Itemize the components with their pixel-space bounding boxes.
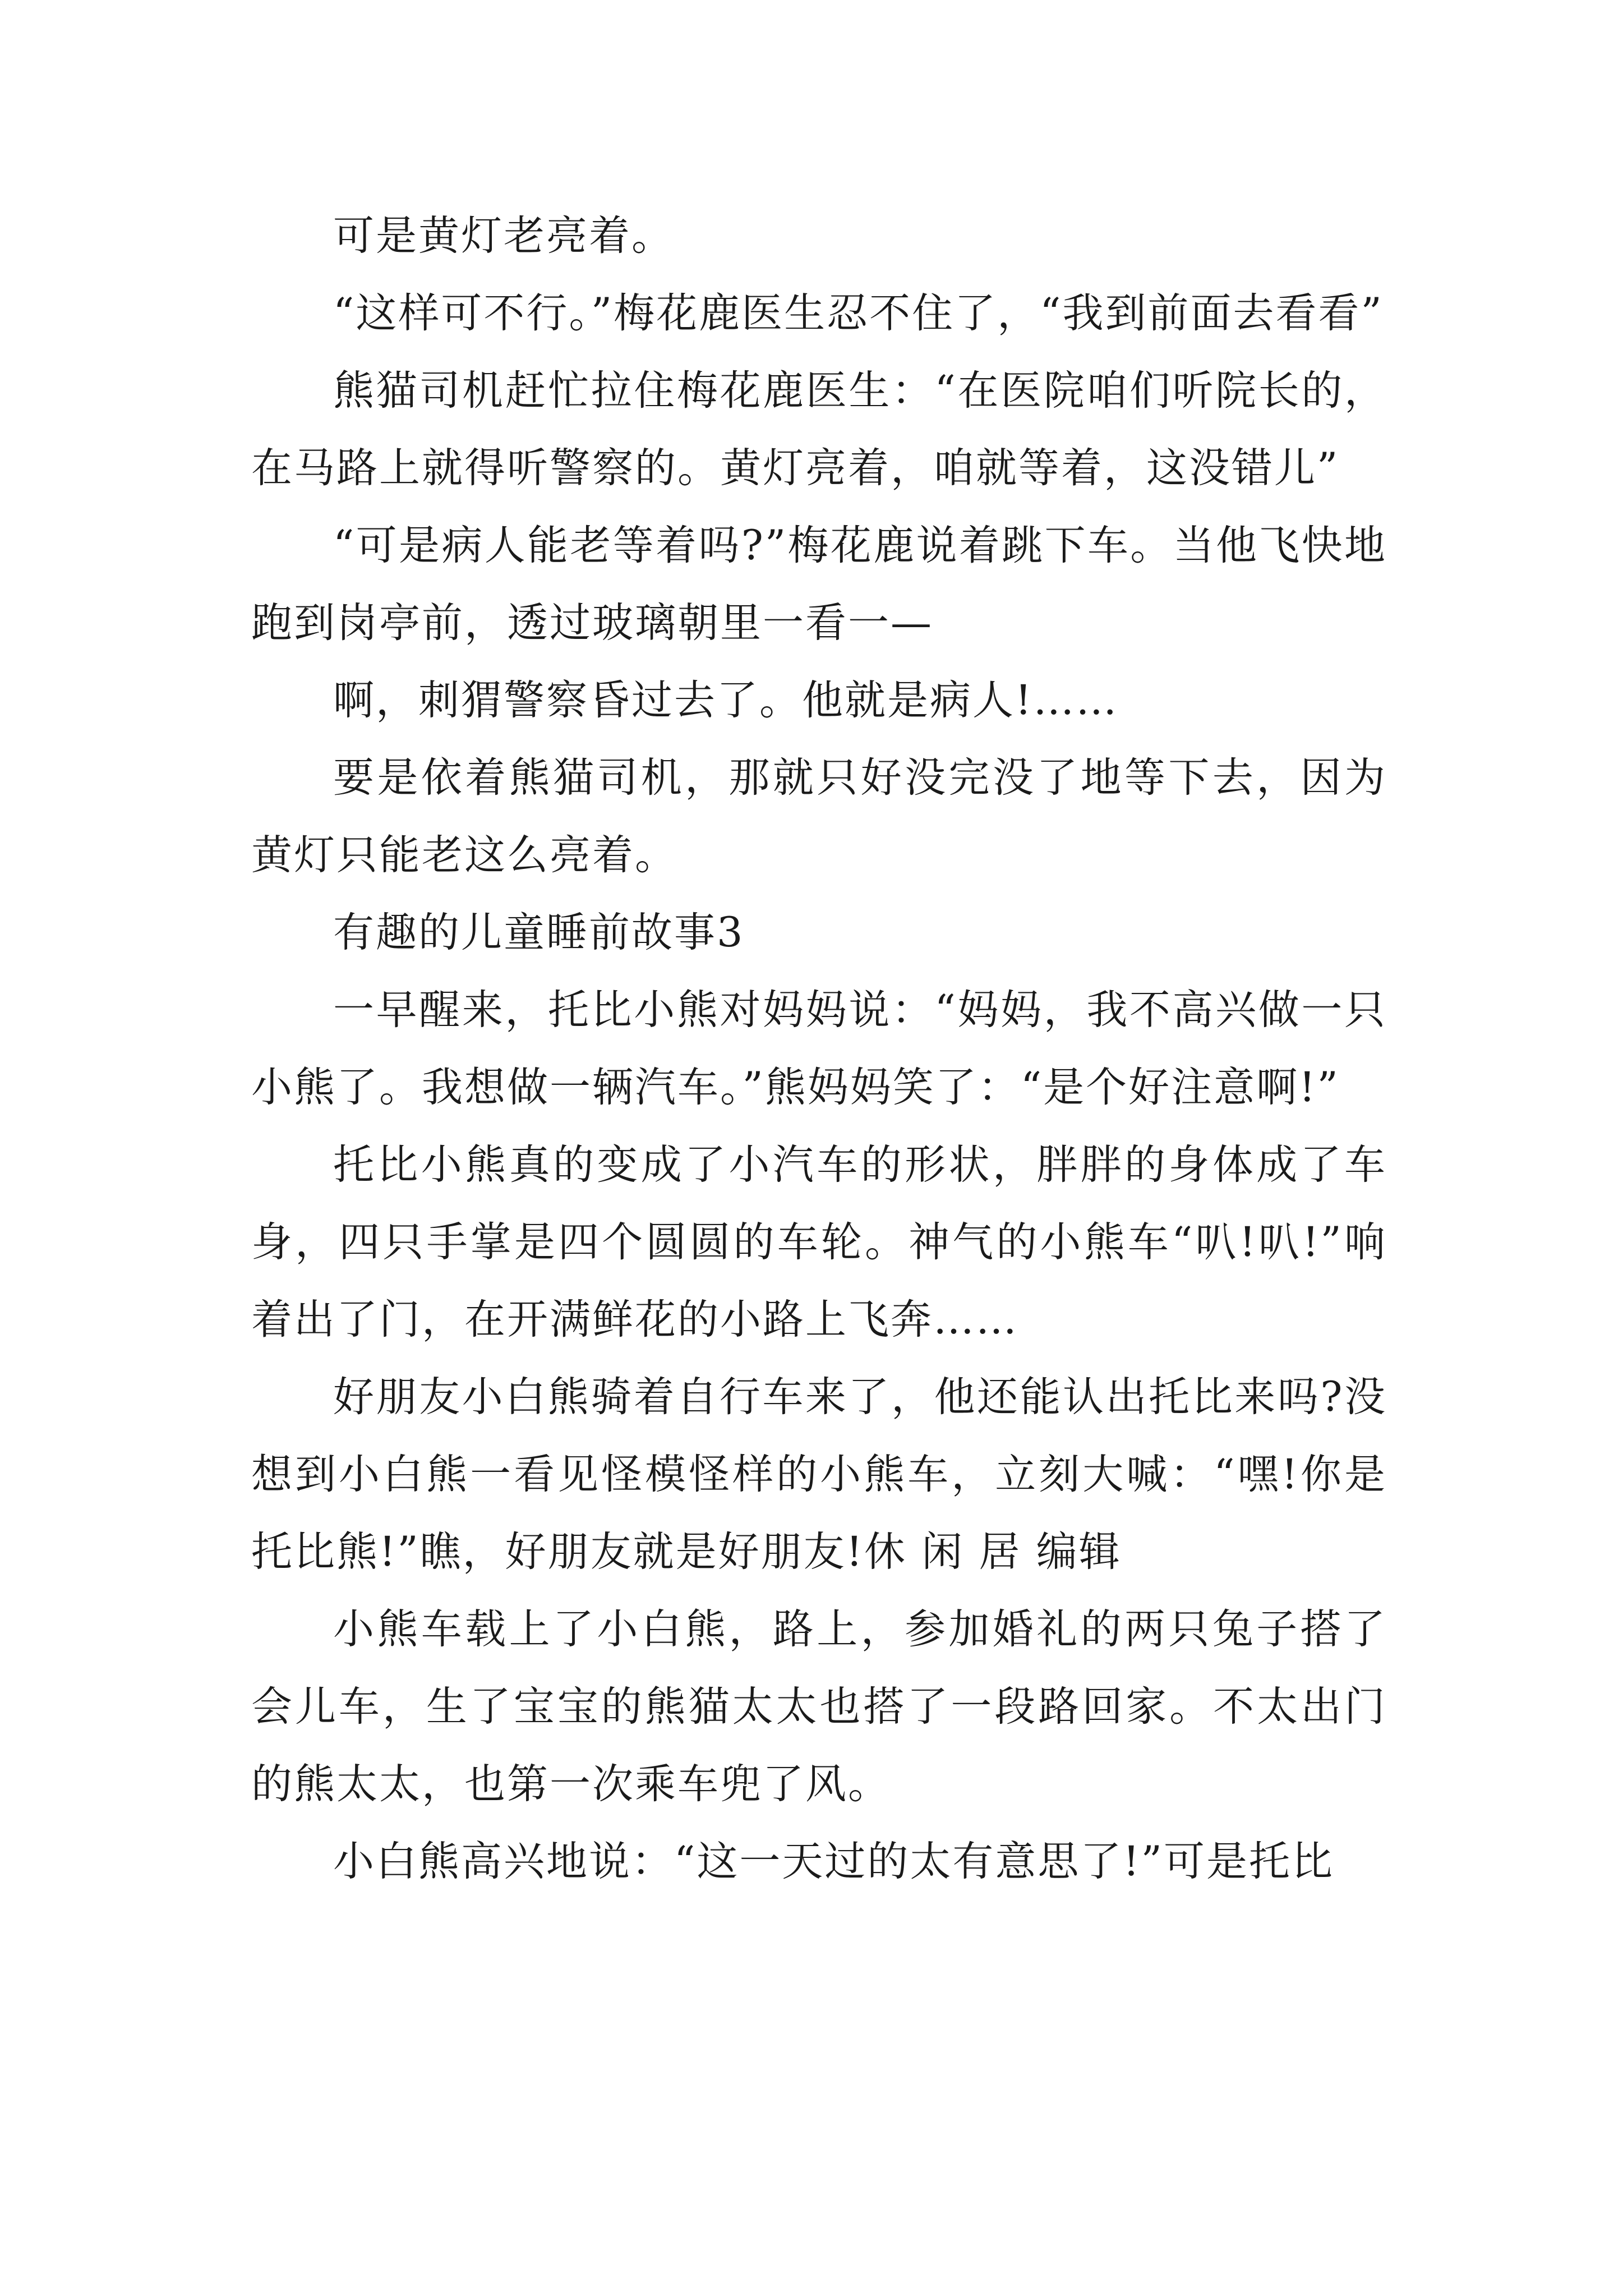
paragraph: 托比小熊真的变成了小汽车的形状，胖胖的身体成了车身，四只手掌是四个圆圆的车轮。神气的小熊车“叭!叭!”响着出了门，在开满鲜花的小路上飞奔…… [251, 1141, 1387, 1343]
paragraph: “这样可不行。”梅花鹿医生忍不住了，“我到前面去看看” [333, 289, 1384, 337]
paragraph: 可是黄灯老亮着。 [333, 212, 674, 260]
paragraph: “可是病人能老等着吗?”梅花鹿说着跳下车。当他飞快地跑到岗亭前，透过玻璃朝里一看一— [251, 522, 1387, 647]
paragraph: 小熊车载上了小白熊，路上，参加婚礼的两只兔子搭了会儿车，生了宝宝的熊猫太太也搭了一段路回家。不太出门的熊太太，也第一次乘车兜了风。 [251, 1605, 1387, 1808]
paragraph: 一早醒来，托比小熊对妈妈说：“妈妈，我不高兴做一只小熊了。我想做一辆汽车。”熊妈妈笑了：“是个好注意啊!” [251, 986, 1387, 1111]
paragraph: 好朋友小白熊骑着自行车来了，他还能认出托比来吗?没想到小白熊一看见怪模怪样的小熊车，立刻大喊：“嘿!你是托比熊!”瞧，好朋友就是好朋友!休 闲 居 编辑 [251, 1373, 1387, 1576]
paragraph: 啊，刺猬警察昏过去了。他就是病人!…… [333, 677, 1119, 724]
paragraph: 要是依着熊猫司机，那就只好没完没了地等下去，因为黄灯只能老这么亮着。 [251, 754, 1387, 879]
paragraph: 熊猫司机赶忙拉住梅花鹿医生：“在医院咱们听院长的，在马路上就得听警察的。黄灯亮着，咱就等着，这没错儿” [251, 367, 1387, 492]
paragraph: 小白熊高兴地说：“这一天过的太有意思了!”可是托比 [333, 1838, 1334, 1885]
story-text [251, 197, 1387, 1901]
section-heading: 有趣的儿童睡前故事3 [333, 909, 745, 956]
